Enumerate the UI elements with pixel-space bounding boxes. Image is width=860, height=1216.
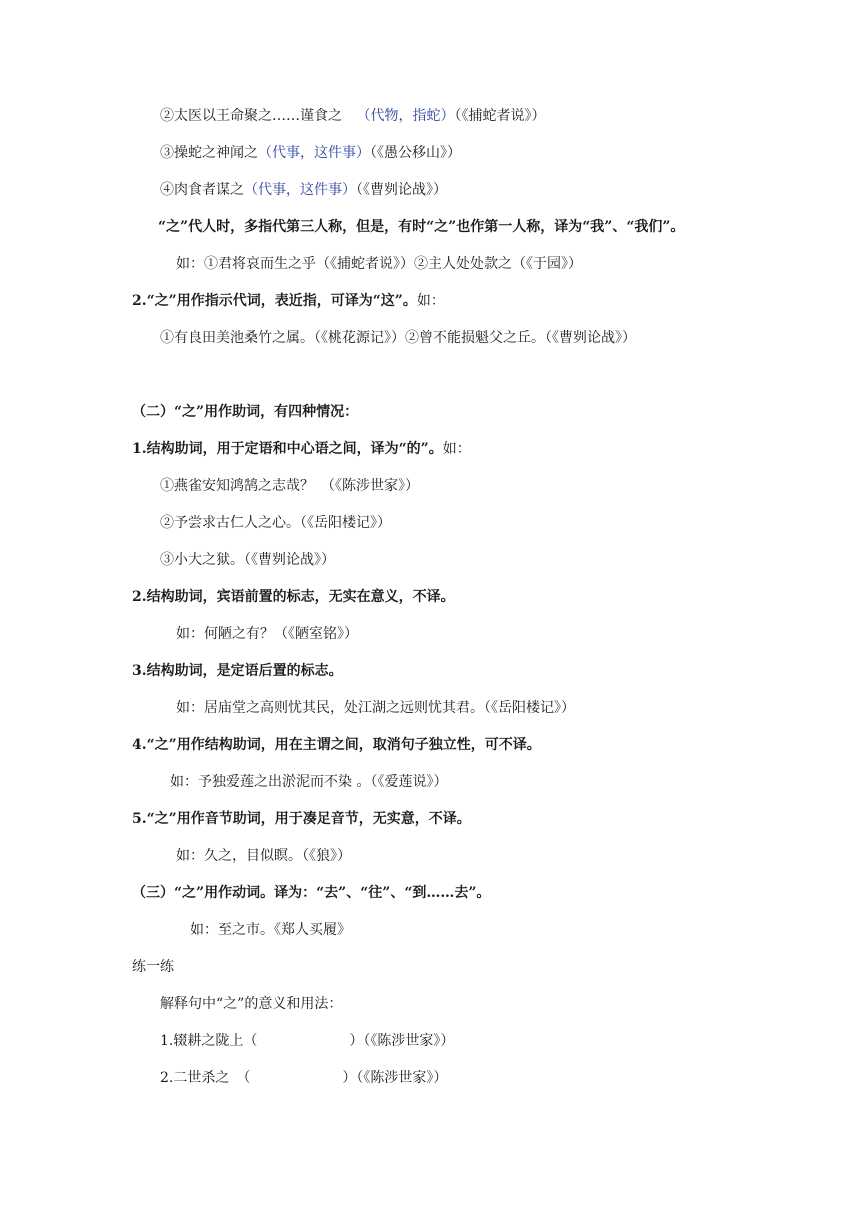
example-text: ②太医以王命聚之……谨食之 <box>160 108 342 124</box>
annotation: （代事，这件事） <box>244 182 356 198</box>
heading-text: 2.“之”用作指示代词，表近指，可译为“这”。 <box>132 293 417 309</box>
example-line: ①燕雀安知鸿鹄之志哉？ （《陈涉世家》） <box>160 478 419 494</box>
practice-instruction: 解释句中“之”的意义和用法： <box>160 996 343 1012</box>
source-citation: ）（《陈涉世家》） <box>349 1033 455 1049</box>
example-line: ②予尝求古仁人之心。（《岳阳楼记》） <box>160 515 391 531</box>
heading-suffix: 如： <box>416 293 445 309</box>
subheading-4: 4.“之”用作结构助词，用在主谓之间，取消句子独立性，可不译。 <box>132 737 541 753</box>
subheading-5: 5.“之”用作音节助词，用于凑足音节，无实意，不译。 <box>132 811 471 827</box>
heading-text: 1.结构助词，用于定语和中心语之间，译为“的”。 <box>132 441 443 457</box>
section-heading-demonstrative <box>132 291 445 311</box>
example-line-3 <box>160 143 461 163</box>
subheading-2: 2.结构助词，宾语前置的标志，无实在意义，不译。 <box>132 589 455 605</box>
heading-suffix: 如： <box>442 441 471 457</box>
question-text: 2.二世杀之 （ <box>160 1070 251 1086</box>
source-citation: （《捕蛇者说》） <box>454 108 546 124</box>
example-line: 如：居庙堂之高则忧其民，处江湖之远则忧其君。（《岳阳楼记》） <box>176 700 575 716</box>
practice-question-2 <box>160 1068 447 1088</box>
example-line: 如：予独爱莲之出淤泥而不染 。（《爱莲说》） <box>170 774 448 790</box>
example-text: ④肉食者谋之 <box>160 182 244 198</box>
example-line: ③小大之狱。（《曹刿论战》） <box>160 552 335 568</box>
subheading-3: 3.结构助词，是定语后置的标志。 <box>132 663 343 679</box>
rule-note: “之”代人时，多指代第三人称，但是，有时“之”也作第一人称，译为“我”、“我们”。 <box>158 219 685 235</box>
example-line: 如：至之市。《郑人买履》 <box>190 922 351 938</box>
example-line: 如：何陋之有？（《陋室铭》） <box>176 626 358 642</box>
source-citation: ）（《陈涉世家》） <box>342 1070 448 1086</box>
example-text: ③操蛇之神闻之 <box>160 145 258 161</box>
annotation: （代物，指蛇） <box>356 108 455 124</box>
practice-heading: 练一练 <box>132 959 174 975</box>
example-line-2 <box>160 106 545 126</box>
subheading-1 <box>132 439 471 459</box>
example-line: 如：①君将哀而生之乎（《捕蛇者说》）②主人处处款之（《于园》） <box>176 256 582 272</box>
practice-question-1 <box>160 1031 454 1051</box>
section-heading-verb: （三）“之”用作动词。译为：“去”、“往”、“到……去”。 <box>132 885 491 901</box>
example-line: 如：久之，目似瞑。（《狼》） <box>176 848 351 864</box>
annotation: （代事，这件事） <box>258 145 370 161</box>
question-text: 1.辍耕之陇上（ <box>160 1033 258 1049</box>
section-heading-auxiliary: （二）“之”用作助词，有四种情况： <box>132 404 359 420</box>
source-citation: （《曹刿论战》） <box>356 182 447 198</box>
example-line-4 <box>160 180 447 200</box>
example-line: ①有良田美池桑竹之属。（《桃花源记》）②曾不能损魁父之丘。（《曹刿论战》） <box>160 330 636 346</box>
source-citation: （《愚公移山》） <box>370 145 461 161</box>
